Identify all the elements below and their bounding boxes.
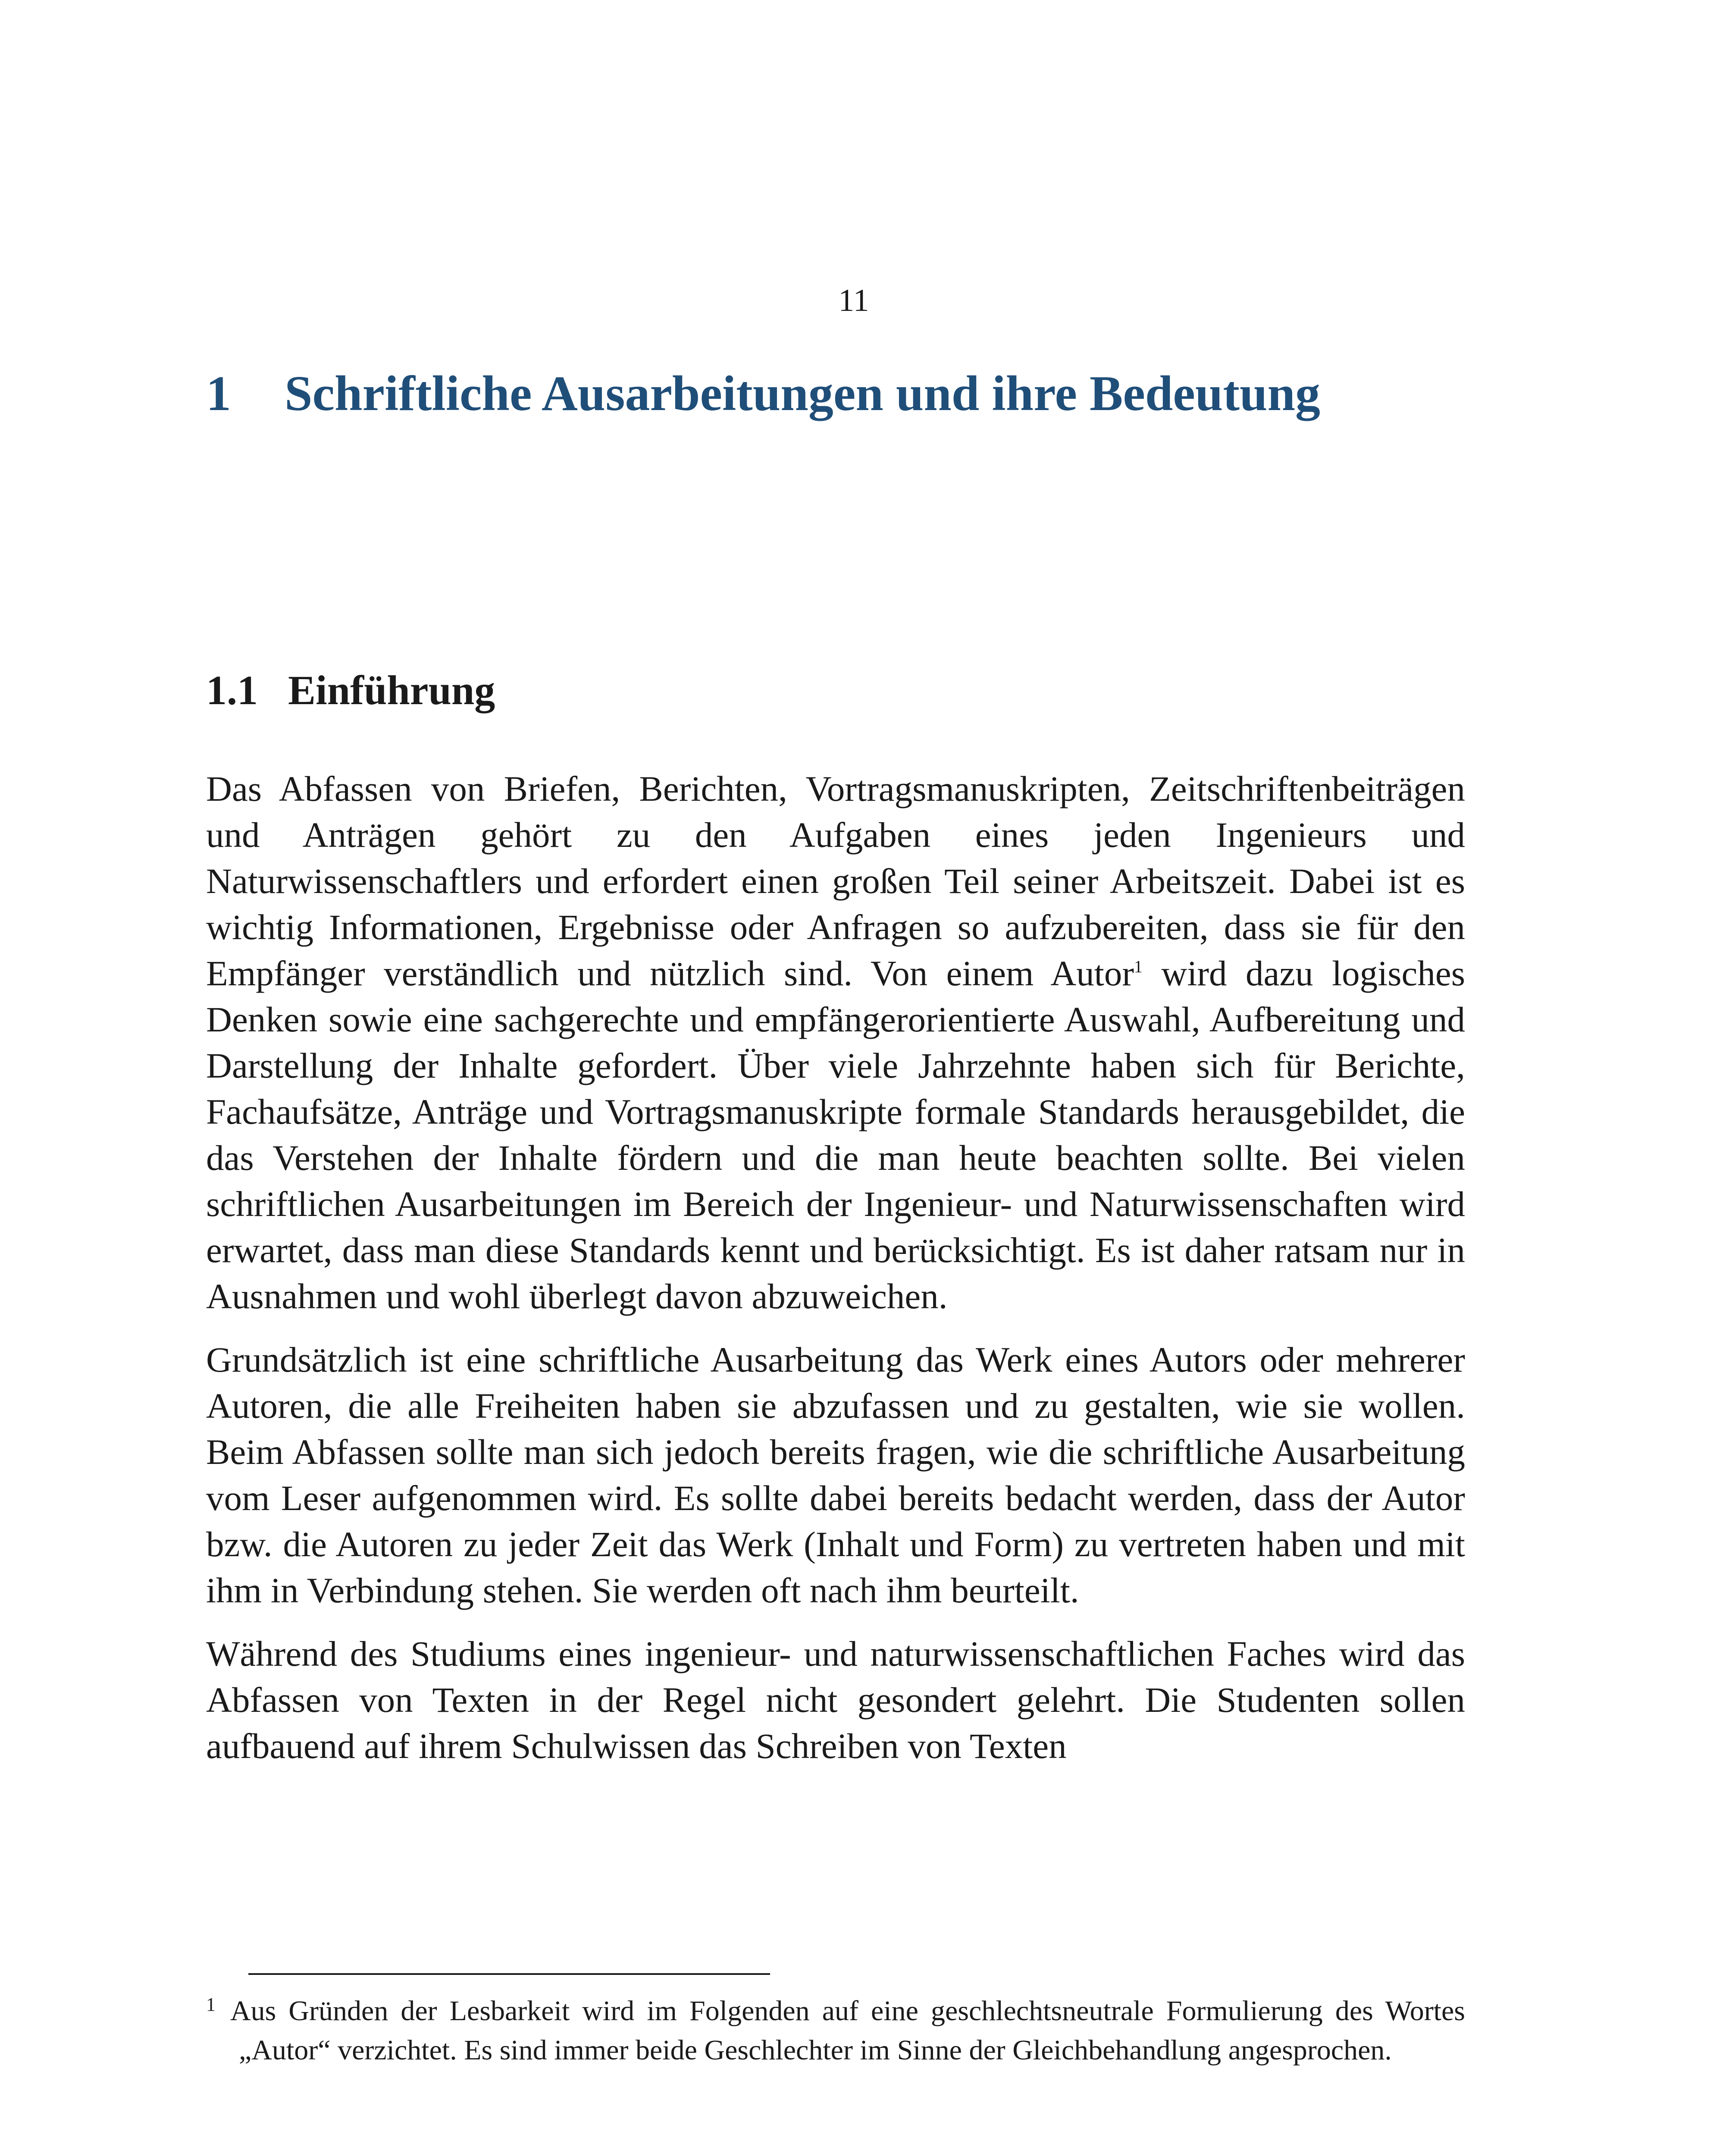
paragraph-1-text-a: Das Abfassen von Briefen, Berichten, Vortragsmanuskripten, Zeitschriftenbeiträgen und Anträgen gehört zu den Aufgaben eines jeden Ingenieurs und Naturwissenschaftlers und erfordert einen großen Teil seiner Arbeitszeit. Dabei ist es wichtig Informationen, Ergebnisse oder Anfragen so aufzubereiten, dass sie für den Empfänger verständlich und nützlich sind. Von einem Autor bbox=[206, 769, 1465, 993]
footnote: $^1$ Aus Gründen der Lesbarkeit wird im Folgenden auf eine geschlechtsneutrale Formulierung des Wortes „Autor“ verzichtet. Es sind immer beide Geschlechter im Sinne der Gleichbehandlung angesprochen. bbox=[206, 1994, 1465, 2066]
section-number: 1.1 bbox=[206, 667, 258, 713]
paragraph-1-text-b: wird dazu logisches Denken sowie eine sachgerechte und empfängerorientierte Auswahl, Aufbereitung und Darstellung der Inhalte gefordert. Über viele Jahrzehnte haben sich für Berichte, Fachaufsätze, Anträge und Vortragsmanuskripte formale Standards herausgebildet, die das Verstehen der Inhalte fördern und die man heute beachten sollte. Bei vielen schriftlichen Ausarbeitungen im Bereich der Ingenieur- und Naturwissenschaften wird erwartet, dass man diese Standards kennt und berücksichtigt. Es ist daher ratsam nur in Ausnahmen und wohl überlegt davon abzuweichen. bbox=[206, 953, 1465, 1316]
footnote-reference[interactable]: 1 bbox=[1134, 957, 1143, 976]
chapter-heading bbox=[206, 367, 1320, 422]
page-number: 11 bbox=[838, 283, 869, 318]
paragraph-1 bbox=[206, 766, 1465, 1319]
footnote-text: Aus Gründen der Lesbarkeit wird im Folgenden auf eine geschlechtsneutrale Formulierung des Wortes „Autor“ verzichtet. Es sind immer beide Geschlechter im Sinne der Gleichbehandlung angesprochen. bbox=[230, 1995, 1465, 2066]
footnote-separator bbox=[248, 1973, 770, 1975]
section-title: Einführung bbox=[288, 667, 495, 713]
section-heading bbox=[206, 667, 495, 713]
paragraph-3: Während des Studiums eines ingenieur- und naturwissenschaftlichen Faches wird das Abfassen von Texten in der Regel nicht gesondert gelehrt. Die Studenten sollen aufbauend auf ihrem Schulwissen das Schreiben von Texten bbox=[206, 1634, 1465, 1766]
body-text bbox=[206, 766, 1465, 1786]
paragraph-2: Grundsätzlich ist eine schriftliche Ausarbeitung das Werk eines Autors oder mehrerer Autoren, die alle Freiheiten haben sie abzufassen und zu gestalten, wie sie wollen. Beim Abfassen sollte man sich jedoch bereits fragen, wie die schriftliche Ausarbeitung vom Leser aufgenommen wird. Es sollte dabei bereits bedacht werden, dass der Autor bzw. die Autoren zu jeder Zeit das Werk (Inhalt und Form) zu vertreten haben und mit ihm in Verbindung stehen. Sie werden oft nach ihm beurteilt. bbox=[206, 1340, 1465, 1610]
chapter-number: 1 bbox=[206, 366, 231, 421]
chapter-title: Schriftliche Ausarbeitungen und ihre Bedeutung bbox=[285, 366, 1321, 421]
